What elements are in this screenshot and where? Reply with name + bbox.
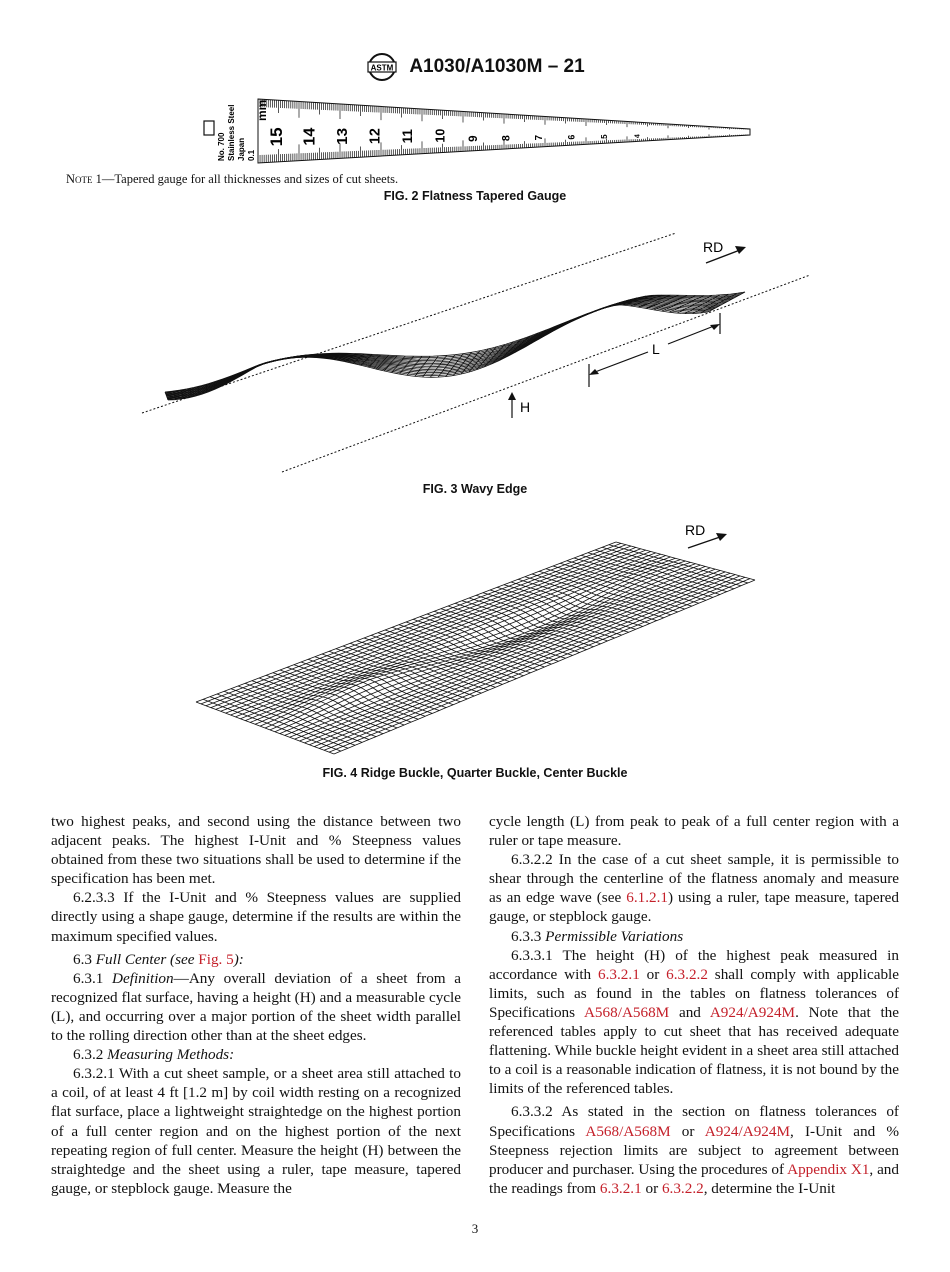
wavy-line-long-9 (166, 299, 732, 395)
link-appendix-x1[interactable]: Appendix X1 (787, 1160, 870, 1178)
link-6-1-2-1[interactable]: 6.1.2.1 (626, 889, 668, 907)
gauge-unit: mm (255, 99, 269, 121)
link-a924-2[interactable]: A924/A924M (704, 1122, 790, 1140)
rd-arrow-icon (735, 246, 746, 254)
gauge-numbers (267, 127, 642, 146)
left-para-1: two highest peaks, and second using the distance between two adjacent peaks. The highest I-Unit and % Steepness values obtained from these two situations shall be used to determine if the specification has been met. (51, 813, 461, 888)
right-para-2: 6.3.2.2 In the case of a cut sheet sample, it is permissible to shear through the centerline of the flatness anomaly and measure as an edge wave (see 6.1.2.1) using a ruler, tape measure, tapered gauge, or stepblock gauge. (489, 851, 899, 926)
gauge-side-text-2: Stainless Steel (227, 104, 236, 161)
left-para-3: 6.3 Full Center (see Fig. 5): (73, 950, 244, 968)
buckle-line-cross-1 (203, 699, 341, 751)
wavy-line-long-3 (167, 303, 716, 399)
right-para-4: 6.3.3.1 The height (H) of the highest peak measured in accordance with 6.3.2.1 or 6.3.2.2 shall comply with applicable limits, such as found in the tables on flatness tolerances of Specifications A568/A568M and A924/A924M. Note that the referenced tables apply to cut sheet that has received adequate flattening. While buckle height evident in a sheet area still attached to a coil is a reasonable indication of flatness, it is not bound by the limits of the referenced tables. (489, 946, 899, 1098)
gauge-number-10: 10 (433, 128, 448, 143)
fig3-wavy-edge-figure (0, 220, 950, 480)
link-6-3-2-1-b[interactable]: 6.3.2.1 (599, 1179, 642, 1197)
astm-logo-text: ASTM (370, 63, 394, 73)
right-para-5: 6.3.3.2 As stated in the section on flatness tolerances of Specifications A568/A568M or A924/A924M, I-Unit and % Steepness rejection limits are subject to agreement between producer and purchaser. Using the procedures of Appendix X1, and the readings from 6.3.2.1 or 6.3.2.2, determine the I-Unit (489, 1103, 899, 1197)
link-6-3-2-1[interactable]: 6.3.2.1 (598, 965, 640, 983)
fig4-ridge-buckle-figure (0, 510, 950, 765)
note-text: —Tapered gauge for all thicknesses and sizes of cut sheets. (101, 172, 399, 186)
page-header (0, 52, 950, 82)
gauge-number-14: 14 (300, 127, 319, 146)
link-6-3-2-2-b[interactable]: 6.3.2.2 (661, 1179, 704, 1197)
wavy-line-cross-49 (546, 320, 571, 335)
right-para-1: cycle length (L) from peak to peak of a full center region with a ruler or tape measure. (489, 813, 899, 850)
gauge-side-text (217, 105, 256, 161)
fig3-caption: FIG. 3 Wavy Edge (422, 482, 528, 496)
wavy-line-long-0 (168, 305, 708, 400)
right-para-3: 6.3.3 Permissible Variations (511, 927, 684, 945)
gauge-hole-icon (204, 121, 214, 135)
page-number: 3 (471, 1221, 479, 1236)
fig2-caption: FIG. 2 Flatness Tapered Gauge (383, 189, 567, 203)
gauge-number-9: 9 (467, 135, 480, 142)
gauge-number-4: 4 (633, 134, 642, 139)
buckle-line-cross-23 (357, 641, 495, 688)
gauge-number-12: 12 (367, 128, 384, 145)
note-label: Note 1 (66, 172, 102, 186)
left-para-5: 6.3.2 Measuring Methods: (73, 1046, 235, 1064)
gauge-number-11: 11 (400, 129, 415, 144)
link-a568[interactable]: A568/A568M (583, 1003, 670, 1021)
fig4-caption: FIG. 4 Ridge Buckle, Quarter Buckle, Center Buckle (322, 766, 628, 780)
gauge-side-text-1: No. 700 (217, 132, 226, 161)
left-para-2: 6.2.3.3 If the I-Unit and % Steepness values are supplied directly using a shape gauge, determine if the results are within the maximum specified values. (51, 889, 461, 945)
gauge-number-5: 5 (600, 134, 609, 139)
buckle-line-cross-3 (217, 694, 355, 745)
gauge-ticks (258, 99, 750, 163)
link-a924[interactable]: A924/A924M (709, 1003, 796, 1021)
wavy-line-long-1 (168, 304, 711, 399)
fig2-tapered-gauge (190, 95, 760, 170)
left-para-4: 6.3.1 Definition—Any overall deviation of a sheet from a recognized flat surface, having a height (H) and a measurable cycle (L), and occurring over a major portion of the sheet width parallel to the rolling direction other than at the sheet edges. (51, 969, 462, 1045)
wavy-line-long-4 (167, 302, 719, 398)
link-fig5[interactable]: Fig. 5 (198, 950, 234, 968)
astm-logo-icon (365, 52, 399, 82)
link-6-3-2-2[interactable]: 6.3.2.2 (666, 965, 708, 983)
link-a568-2[interactable]: A568/A568M (585, 1122, 671, 1140)
fig3-label-rd: RD (703, 239, 724, 255)
fig3-label-h: H (520, 399, 531, 415)
buckle-line-cross-24 (364, 638, 502, 684)
ridge-buckle-mesh (196, 542, 755, 754)
gauge-number-8: 8 (500, 135, 513, 142)
gauge-number-13: 13 (334, 127, 351, 145)
gauge-number-6: 6 (566, 134, 577, 140)
wavy-line-long-8 (166, 299, 729, 395)
wavy-line-long-10 (166, 298, 735, 395)
left-text-column (51, 812, 461, 1198)
right-text-column (489, 812, 899, 1198)
document-designation: A1030/A1030M – 21 (409, 56, 585, 77)
left-para-6: 6.3.2.1 With a cut sheet sample, or a sheet area still attached to a coil, of at least 4 ft [1.2 m] by coil width resting on a recognized flat surface, place a lightweight straightedge on the highest portion of a full center region and on the highest portion of the next repeating region of full center. Measure the height (H) between the straightedge and the sheet using a ruler, tape measure, tapered gauge, or stepblock gauge. Measure the (51, 1065, 461, 1197)
wavy-line-long-6 (167, 301, 724, 397)
wavy-line-long-5 (167, 302, 721, 398)
gauge-number-7: 7 (534, 134, 545, 141)
gauge-side-text-4: 0.1 (247, 149, 256, 161)
fig4-label-rd: RD (685, 522, 706, 538)
gauge-side-text-3: Japan (237, 137, 246, 161)
gauge-number-15: 15 (267, 127, 286, 147)
wavy-line-long-2 (168, 304, 714, 399)
wavy-line-long-7 (167, 300, 727, 396)
fig2-note (66, 172, 398, 187)
rd-arrow-icon-2 (716, 533, 727, 541)
fig3-label-l: L (652, 341, 660, 357)
